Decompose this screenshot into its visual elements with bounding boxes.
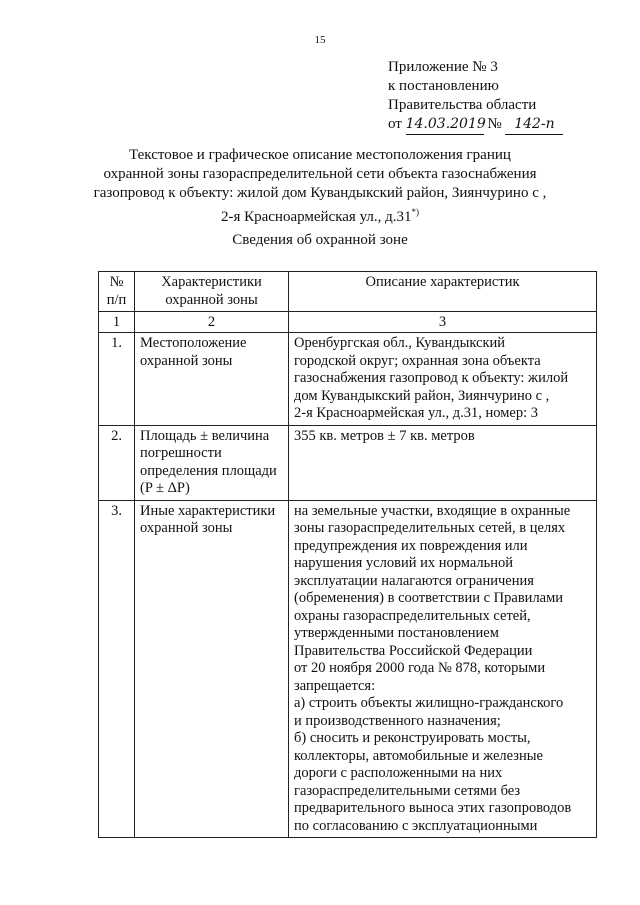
row-description: Оренбургская обл., Кувандыкский городской округ; охранная зона объекта газоснабжения газопровод к объекту: жилой дом Кувандыкский район, Зиянчурино с , 2-я Красноармейская ул., д.31, номер: 3 [289,333,597,426]
row-description: 355 кв. метров ± 7 кв. метров [289,425,597,500]
footnote-mark: *) [411,207,420,217]
table-header-row [99,272,597,312]
header-description: Описание характеристик [289,272,597,312]
appendix-line-3: Правительства области [388,97,537,113]
appendix-date-line [388,115,563,135]
table-row [99,333,597,426]
column-number: 2 [135,312,289,333]
document-title [0,146,640,227]
appendix-block [388,58,563,135]
handwritten-number: 142-п [505,115,563,135]
section-subtitle: Сведения об охранной зоне [232,232,408,248]
row-num: 3. [99,500,135,838]
table-row [99,425,597,500]
column-number: 3 [289,312,597,333]
number-prefix: № [487,116,502,132]
row-characteristic: Местоположение охранной зоны [135,333,289,426]
row-num: 1. [99,333,135,426]
header-characteristic: Характеристики охранной зоны [135,272,289,312]
column-number: 1 [99,312,135,333]
title-line-4-text: 2-я Красноармейская ул., д.31 [220,209,412,225]
column-number-row [99,312,597,333]
title-line-1: Текстовое и графическое описание местоположения границ [129,147,511,163]
date-prefix: от [388,116,402,132]
row-num: 2. [99,425,135,500]
row-characteristic: Иные характеристики охранной зоны [135,500,289,838]
table-row [99,500,597,838]
appendix-line-1: Приложение № 3 [388,59,498,75]
appendix-line-2: к постановлению [388,78,499,94]
title-line-4 [0,203,640,227]
handwritten-date: 14.03.2019 [406,115,484,135]
zone-info-table [98,271,597,838]
row-characteristic: Площадь ± величина погрешности определения площади (P ± ΔP) [135,425,289,500]
title-line-3: газопровод к объекту: жилой дом Кувандыкский район, Зиянчурино с , [93,185,547,201]
header-num: № п/п [99,272,135,312]
title-line-2: охранной зоны газораспределительной сети объекта газоснабжения [103,166,537,182]
page-number: 15 [314,34,326,46]
row-description: на земельные участки, входящие в охранные зоны газораспределительных сетей, в целях предупреждения их повреждения или нарушения условий их нормальной эксплуатации налагаются ограничения (обременения) в соответствии с Правилами охраны газораспределительных сетей, утвержденными постановлением Правительства Российской Федерации от 20 ноября 2000 года № 878, которыми запрещается: а) строить объекты жилищно-гражданского и производственного назначения; б) сносить и реконструировать мосты, коллекторы, автомобильные и железные дороги с расположенными на них газораспределительными сетями без предварительного выноса этих газопроводов по согласованию с эксплуатационными [289,500,597,838]
